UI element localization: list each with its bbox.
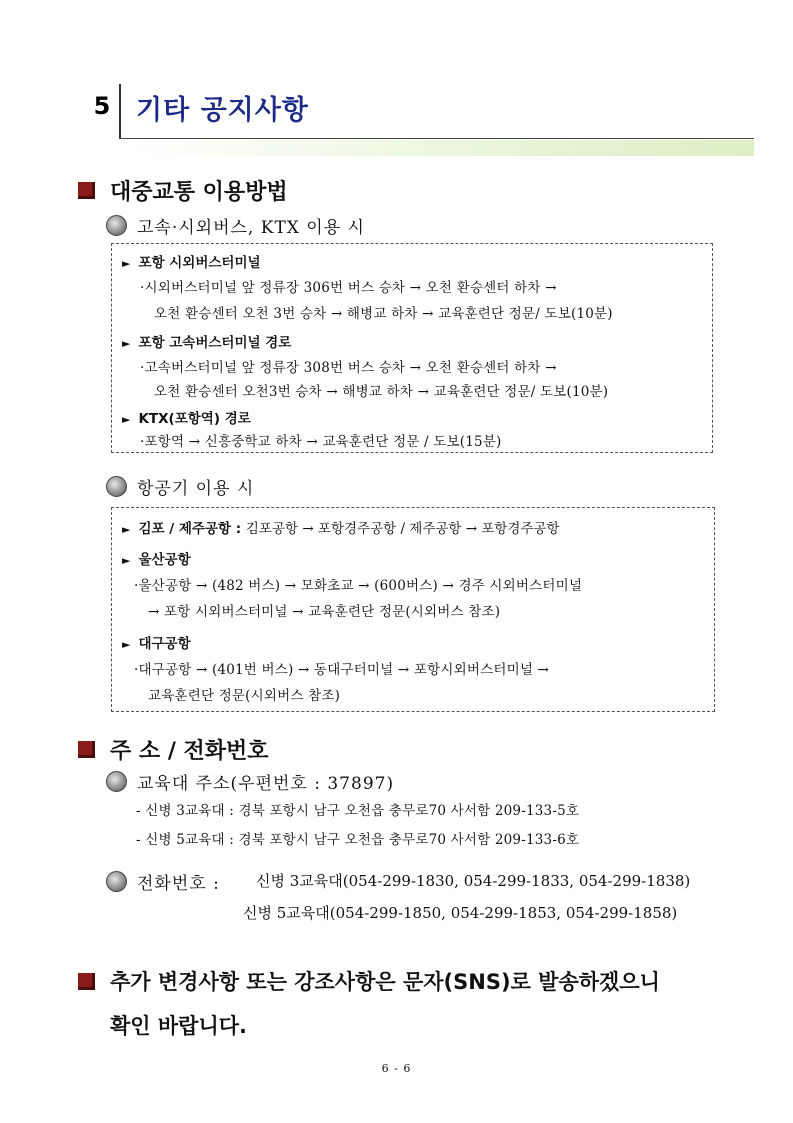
address-label: 교육대 주소(우편번호 : 37897) xyxy=(137,774,395,794)
triangle-right-icon: ► xyxy=(122,523,131,536)
triangle-right-icon: ► xyxy=(122,257,131,270)
grey-circle-icon xyxy=(106,215,127,236)
route-line: ·울산공항 → (482 버스) → 모화초교 → (600버스) → 경주 시외버스터미널 xyxy=(134,578,583,594)
route-line: ·포항역 → 신흥중학교 하차 → 교육훈련단 정문 / 도보(15분) xyxy=(140,434,502,450)
air-route-box xyxy=(111,507,715,712)
route-item-title xyxy=(122,407,251,427)
route-line: 교육훈련단 정문(시외버스 참조) xyxy=(148,688,341,704)
route-title-text: 김포 / 제주공항 : xyxy=(138,521,242,537)
grey-circle-icon xyxy=(106,476,127,497)
bus-route-box xyxy=(111,243,713,453)
phone-line: 신병 5교육대(054-299-1850, 054-299-1853, 054-299-1858) xyxy=(243,904,678,922)
grey-circle-icon xyxy=(106,871,127,892)
grey-circle-icon xyxy=(106,771,127,792)
route-inline-text: 김포공항 → 포항경주공항 / 제주공항 → 포항경주공항 xyxy=(245,521,560,537)
triangle-right-icon: ► xyxy=(122,638,131,651)
air-subheading xyxy=(106,474,254,499)
route-line: 오천 환승센터 오천 3번 승차 → 해병교 하차 → 교육훈련단 정문/ 도보(10분) xyxy=(154,306,613,322)
square-bullet-icon xyxy=(78,182,95,199)
address-subheading xyxy=(106,769,394,794)
address-line: - 신병 3교육대 : 경북 포항시 남구 오천읍 충무로70 사서함 209-133-5호 xyxy=(136,803,580,819)
square-bullet-icon xyxy=(78,741,95,758)
square-bullet-icon xyxy=(78,973,95,990)
triangle-right-icon: ► xyxy=(122,554,131,567)
notice-line: 추가 변경사항 또는 강조사항은 문자(SNS)로 발송하겠으니 xyxy=(110,970,660,994)
air-label: 항공기 이용 시 xyxy=(137,479,255,499)
phone-subheading xyxy=(106,869,220,894)
route-title-text: 울산공항 xyxy=(138,552,191,568)
route-line: → 포항 시외버스터미널 → 교육훈련단 정문(시외버스 참조) xyxy=(148,604,501,620)
route-item-title xyxy=(122,331,291,351)
triangle-right-icon: ► xyxy=(122,337,131,350)
route-line: ·시외버스터미널 앞 정류장 306번 버스 승차 → 오천 환승센터 하차 → xyxy=(140,280,557,296)
route-item-title xyxy=(122,251,261,271)
page-number: 6 - 6 xyxy=(381,1062,412,1075)
header-rule xyxy=(119,138,754,139)
route-item-title xyxy=(122,517,560,537)
phone-line: 신병 3교육대(054-299-1830, 054-299-1833, 054-299-1838) xyxy=(256,872,691,890)
contact-heading: 주 소 / 전화번호 xyxy=(110,739,269,764)
address-line: - 신병 5교육대 : 경북 포항시 남구 오천읍 충무로70 사서함 209-133-6호 xyxy=(136,832,580,848)
route-line: ·고속버스터미널 앞 정류장 308번 버스 승차 → 오천 환승센터 하차 → xyxy=(140,360,557,376)
route-title-text: 대구공항 xyxy=(138,636,191,652)
bus-label: 고속·시외버스, KTX 이용 시 xyxy=(137,218,365,238)
page-title: 기타 공지사항 xyxy=(136,95,309,126)
triangle-right-icon: ► xyxy=(122,413,131,426)
route-item-title xyxy=(122,548,191,568)
route-title-text: KTX(포항역) 경로 xyxy=(138,411,251,427)
header-band xyxy=(121,140,754,156)
route-line: ·대구공항 → (401번 버스) → 동대구터미널 → 포항시외버스터미널 → xyxy=(134,662,550,678)
section-divider xyxy=(119,84,121,139)
route-item-title xyxy=(122,632,191,652)
phone-label: 전화번호 : xyxy=(137,874,220,894)
transit-heading: 대중교통 이용방법 xyxy=(110,180,288,205)
bus-subheading xyxy=(106,213,365,238)
notice-line: 확인 바랍니다. xyxy=(110,1014,248,1038)
route-title-text: 포항 시외버스터미널 xyxy=(138,255,261,271)
section-number: 5 xyxy=(93,92,111,120)
route-title-text: 포항 고속버스터미널 경로 xyxy=(138,335,292,351)
route-line: 오천 환승센터 오천3번 승차 → 해병교 하차 → 교육훈련단 정문/ 도보(10분) xyxy=(154,384,609,400)
